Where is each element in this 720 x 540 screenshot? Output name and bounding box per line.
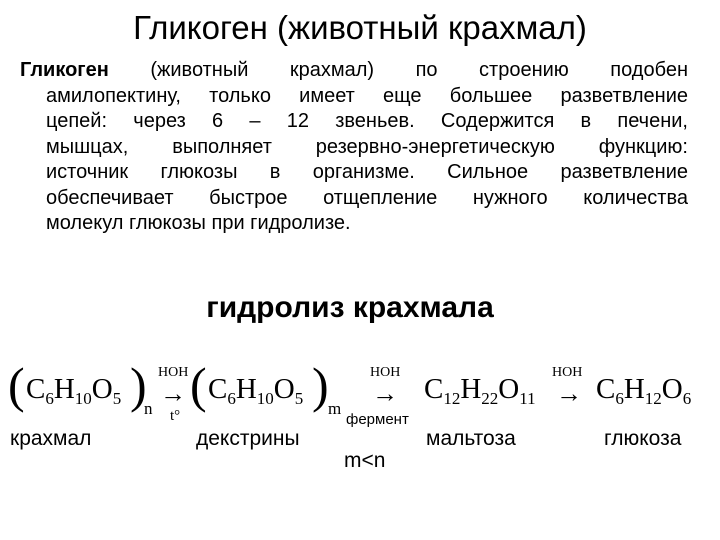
arrow2-reagent: HOH <box>370 365 401 380</box>
paragraph-line-2: амилопектину, только имеет еще большее разветвление <box>46 84 688 107</box>
arrow1-icon: → <box>160 379 186 408</box>
dextrin-index: m <box>328 399 342 418</box>
arrow1-condition: t° <box>170 408 181 424</box>
dextrin-formula: $C_6H_{10}O_5$ <box>208 373 304 408</box>
maltose-label: мальтоза <box>426 427 516 450</box>
dextrins-label: декстрины <box>196 427 300 450</box>
arrow2-icon: → <box>372 379 398 408</box>
glucose-formula: $C_6H_{12}O_6$ <box>596 373 692 408</box>
starch-close-paren: ) <box>130 357 147 413</box>
starch-label: крахмал <box>10 427 92 450</box>
arrow1-reagent: HOH <box>158 365 189 380</box>
maltose-formula: $C_{12}H_{22}O_{11}$ <box>424 373 536 408</box>
paragraph-line-7: молекул глюкозы при гидролизе. <box>46 212 351 234</box>
paragraph-line-1-rest: (животный крахмал) по строению подобен <box>108 59 688 81</box>
arrow3-reagent: HOH <box>552 365 583 380</box>
dextrin-open-paren: ( <box>190 357 207 413</box>
slide-title: Гликоген (животный крахмал) <box>133 9 587 46</box>
paragraph-lead-term: Гликоген <box>20 59 109 81</box>
glucose-label: глюкоза <box>604 427 682 450</box>
hydrolysis-subtitle: гидролиз крахмала <box>206 291 494 324</box>
starch-index: n <box>144 399 153 418</box>
arrow2-catalyst: фермент <box>346 411 409 428</box>
paragraph-line-5: источник глюкозы в организме. Сильное разветвление <box>46 161 688 183</box>
arrow3-icon: → <box>556 379 582 408</box>
starch-formula: $C_6H_{10}O_5$ <box>26 373 122 408</box>
dextrin-close-paren: ) <box>312 357 329 413</box>
paragraph-line-3: цепей: через 6 – 12 звеньев. Содержится в печени, <box>46 110 688 132</box>
paragraph-line-4: мышцах, выполняет резервно-энергетическую функцию: <box>46 135 688 158</box>
paragraph-line-6: обеспечивает быстрое отщепление нужного количества <box>46 186 688 209</box>
paragraph-line-1 <box>20 58 688 84</box>
glycogen-paragraph <box>20 58 688 237</box>
chain-length-condition: m<n <box>344 449 386 472</box>
starch-open-paren: ( <box>8 357 25 413</box>
hydrolysis-equation <box>0 355 720 475</box>
